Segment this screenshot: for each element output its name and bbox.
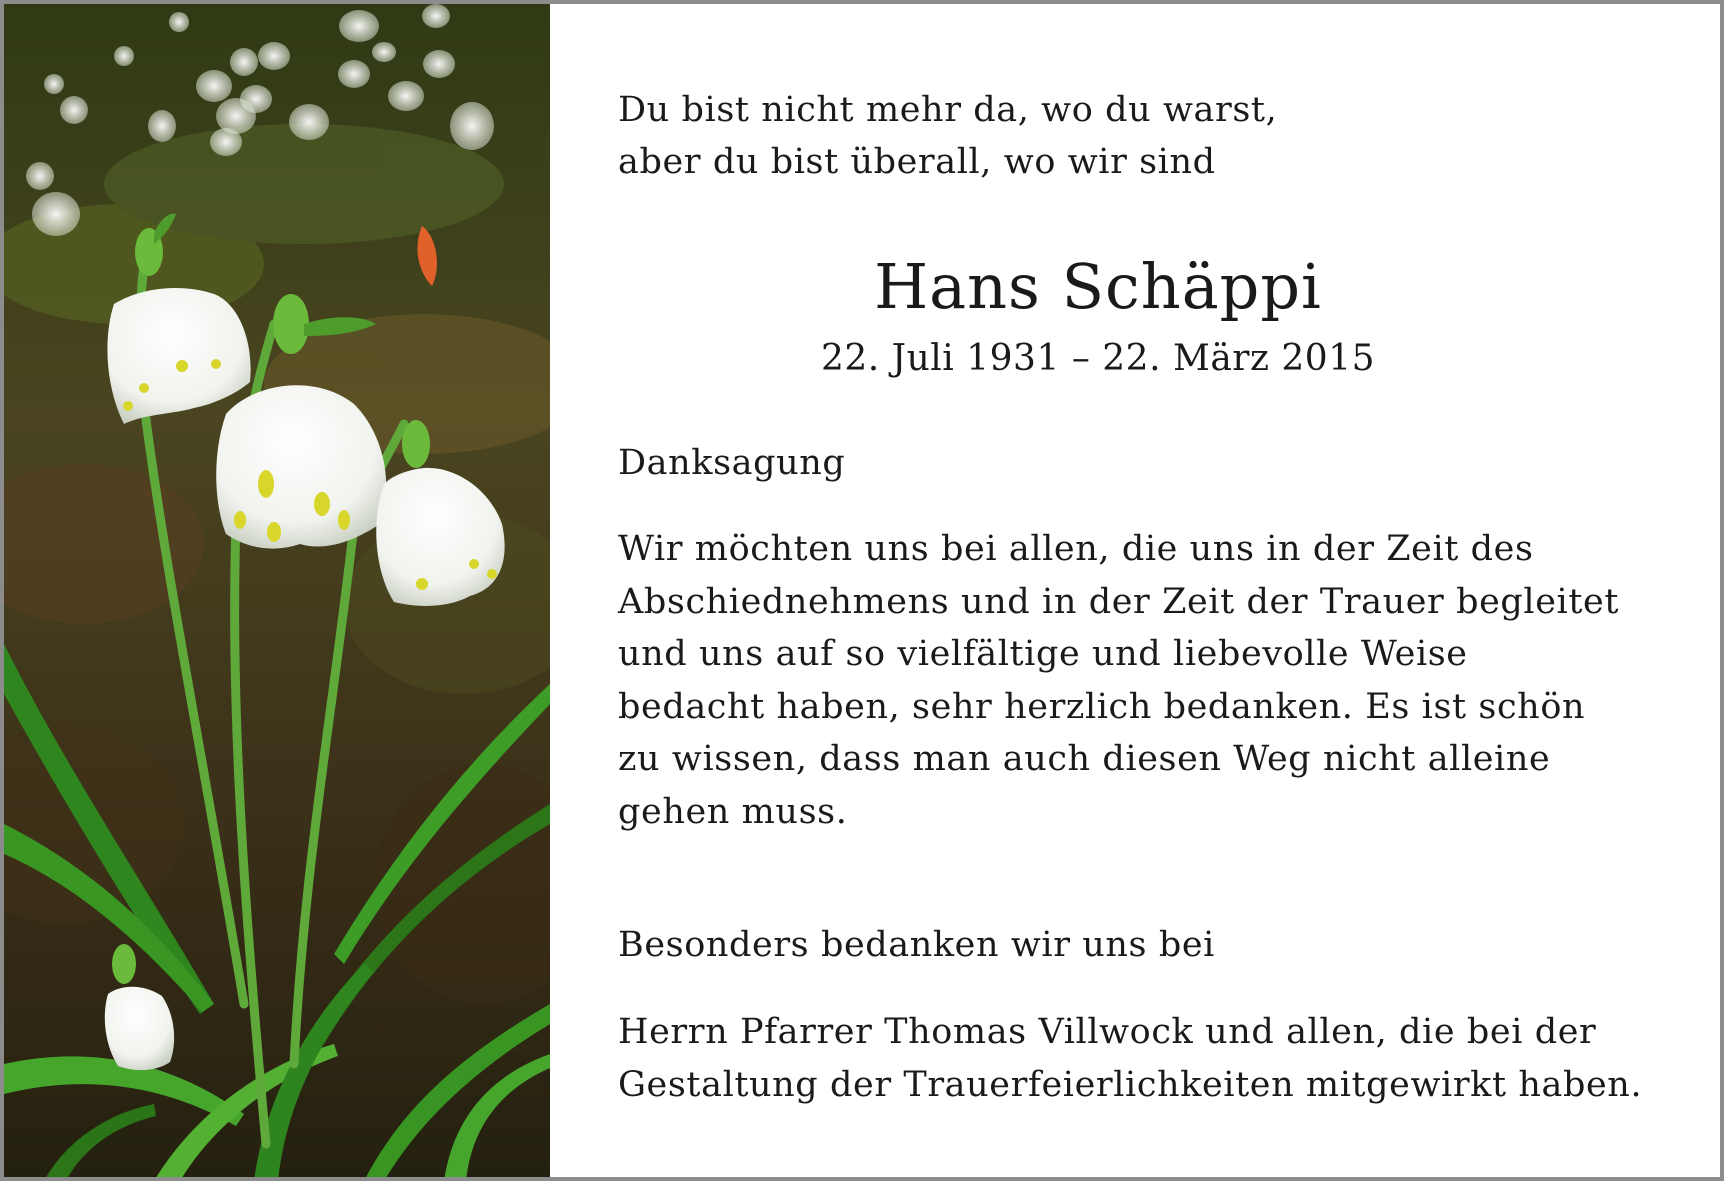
- paragraph-line: Gestaltung der Trauerfeierlichkeiten mitgewirkt haben.: [618, 1064, 1643, 1105]
- special-thanks-paragraph: [618, 1006, 1642, 1111]
- motto: [618, 84, 1277, 188]
- thanks-paragraph: [618, 523, 1619, 838]
- snowflake-flowers-photo: [4, 4, 550, 1181]
- paragraph-line: Besonders bedanken wir uns bei: [618, 925, 1215, 965]
- paragraph-line: Abschiednehmens und in der Zeit der Trauer begleitet: [618, 581, 1619, 622]
- motto-line: aber du bist überall, wo wir sind: [618, 142, 1216, 182]
- motto-line: Du bist nicht mehr da, wo du warst,: [618, 90, 1278, 130]
- paragraph-line: zu wissen, dass man auch diesen Weg nicht alleine: [618, 739, 1551, 779]
- paragraph-line: gehen muss.: [618, 791, 848, 832]
- paragraph-line: Herrn Pfarrer Thomas Villwock und allen, die bei der: [618, 1012, 1597, 1052]
- paragraph-line: Wir möchten uns bei allen, die uns in der Zeit des: [618, 529, 1534, 569]
- paragraph-line: und uns auf so vielfältige und liebevolle Weise: [618, 634, 1468, 674]
- paragraph-line: bedacht haben, sehr herzlich bedanken. Es ist schön: [618, 686, 1586, 727]
- life-dates: 22. Juli 1931 – 22. März 2015: [820, 338, 1376, 379]
- danksagung-heading: Danksagung: [618, 443, 846, 483]
- special-thanks-intro: [618, 919, 1215, 972]
- text-column: [618, 4, 1708, 1181]
- deceased-name: Hans Schäppi: [874, 250, 1322, 323]
